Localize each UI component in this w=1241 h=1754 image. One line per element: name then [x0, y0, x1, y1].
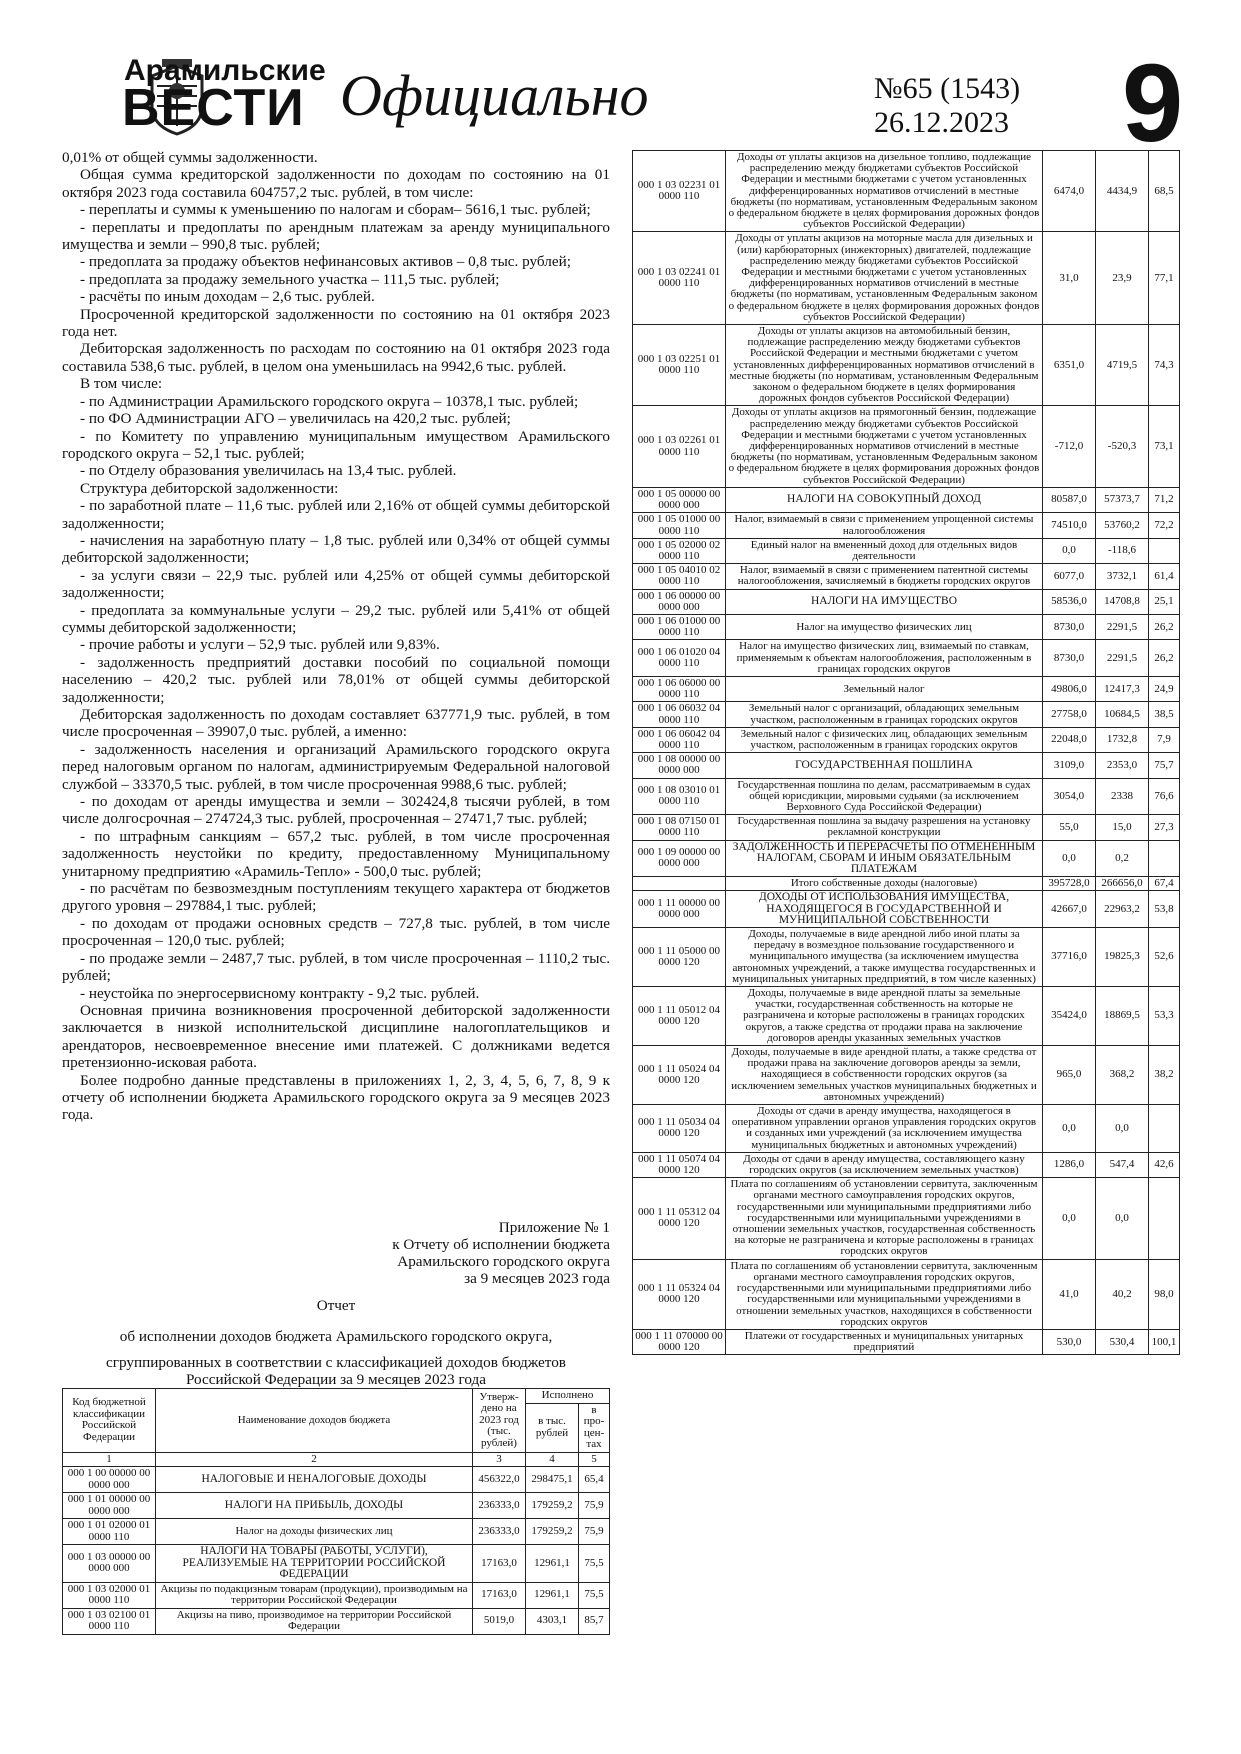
- row-fact: 12961,1: [526, 1582, 579, 1608]
- paragraph: - по штрафным санкциям – 657,2 тыс. рублей, в том числе просроченная задолженность неустойки по кредиту, предоставленному Муниципальному унитарному предприятию «Арамиль-Тепло» - 500,0 тыс. рублей;: [62, 827, 610, 880]
- paragraph: - по Администрации Арамильского городского округа – 10378,1 тыс. рублей;: [80, 392, 579, 410]
- row-pct: 74,3: [1149, 325, 1180, 406]
- row-plan: 49806,0: [1043, 676, 1096, 701]
- row-pct: 67,4: [1149, 877, 1180, 891]
- row-plan: 395728,0: [1043, 877, 1096, 891]
- paragraph: Более подробно данные представлены в приложениях 1, 2, 3, 4, 5, 6, 7, 8, 9 к отчету об исполнении бюджета Арамильского городского округа за 9 месяцев 2023 года.: [62, 1071, 610, 1124]
- row-code: 000 1 11 05074 04 0000 120: [633, 1152, 726, 1177]
- table-row: [633, 815, 1180, 840]
- row-plan: 965,0: [1043, 1046, 1096, 1105]
- row-plan: 0,0: [1043, 1105, 1096, 1153]
- row-code: 000 1 08 07150 01 0000 110: [633, 815, 726, 840]
- appendix-line: Приложение № 1: [498, 1219, 610, 1236]
- appendix-line: Арамильского городского округа: [397, 1253, 610, 1270]
- row-code: 000 1 11 070000 00 0000 120: [633, 1329, 726, 1354]
- table-row: [633, 1152, 1180, 1177]
- paragraph: Общая сумма кредиторской задолженности по доходам по состоянию на 01 октября 2023 года составила 604757,2 тыс. рублей, в том числе:: [62, 166, 610, 201]
- row-fact: 22963,2: [1096, 891, 1149, 928]
- row-plan: 80587,0: [1043, 487, 1096, 512]
- paragraph: - задолженность населения и организаций Арамильского городского округа перед налоговым органом по налогам, администрируемым Федеральной налоговой службой – 33370,5 тыс. рублей, в том числе просроченная 9988,6 тыс. рублей;: [62, 740, 610, 793]
- issue-date: 26.12.2023: [874, 106, 1009, 139]
- row-name: Доходы от уплаты акцизов на моторные масла для дизельных и (или) карбюраторных (инжекторных) двигателей, подлежащие распределению между бюджетами субъектов Российской Федерации и местными бюджетами с учетом установленных дифференцированных нормативов отчислений в местные бюджеты (по нормативам, установленным Федеральным законом о федеральном бюджете в целях формирования дорожных фондов субъектов Российской Федерации): [726, 232, 1043, 325]
- row-plan: 22048,0: [1043, 727, 1096, 752]
- row-plan: 31,0: [1043, 232, 1096, 325]
- paragraph: - неустойка по энергосервисному контракту - 9,2 тыс. рублей.: [80, 984, 480, 1002]
- row-fact: 2291,5: [1096, 614, 1149, 639]
- table-row: [633, 727, 1180, 752]
- article-text: [62, 149, 610, 1124]
- report-subtitle-2: сгруппированных в соответствии с классификацией доходов бюджетов Российской Федерации за 9 месяцев 2023 года: [106, 1354, 566, 1388]
- table-row: [633, 513, 1180, 538]
- row-name: Налог, взимаемый в связи с применением упрощенной системы налогообложения: [726, 513, 1043, 538]
- income-table-right: [632, 150, 1180, 1355]
- row-code: 000 1 03 00000 00 0000 000: [63, 1545, 156, 1583]
- row-code: 000 1 06 06042 04 0000 110: [633, 727, 726, 752]
- table-row: [633, 538, 1180, 563]
- row-plan: 41,0: [1043, 1259, 1096, 1329]
- row-plan: 17163,0: [473, 1545, 526, 1583]
- paragraph: Просроченной кредиторской задолженности по состоянию на 01 октября 2023 года нет.: [62, 305, 610, 341]
- row-name: Доходы от сдачи в аренду имущества, составляющего казну городских округов (за исключением земельных участков): [726, 1152, 1043, 1177]
- row-name: Плата по соглашениям об установлении сервитута, заключенным органами местного самоуправления городских округов, государственными или муниципальными предприятиями либо государственными или муниципальными учреждениями в отношении земельных участков, государственная собственность на которые не разграничена и которые расположены в границах городских округов: [726, 1178, 1043, 1259]
- row-fact: 14708,8: [1096, 589, 1149, 614]
- row-code: 000 1 11 05024 04 0000 120: [633, 1046, 726, 1105]
- row-plan: 74510,0: [1043, 513, 1096, 538]
- row-pct: [1149, 538, 1180, 563]
- table-row: [63, 1608, 610, 1634]
- table-row: [633, 1259, 1180, 1329]
- paragraph: - предоплата за продажу земельного участка – 111,5 тыс. рублей;: [80, 270, 500, 288]
- row-pct: 26,2: [1149, 614, 1180, 639]
- row-name: НАЛОГИ НА ИМУЩЕСТВО: [726, 589, 1043, 614]
- appendix-line: за 9 месяцев 2023 года: [464, 1270, 610, 1287]
- row-code: 000 1 11 05312 04 0000 120: [633, 1178, 726, 1259]
- row-fact: 15,0: [1096, 815, 1149, 840]
- row-name: НАЛОГИ НА ТОВАРЫ (РАБОТЫ, УСЛУГИ), РЕАЛИЗУЕМЫЕ НА ТЕРРИТОРИИ РОССИЙСКОЙ ФЕДЕРАЦИИ: [156, 1545, 473, 1583]
- col-number: 1: [63, 1452, 156, 1467]
- row-fact: 3732,1: [1096, 564, 1149, 589]
- table-row: [63, 1519, 610, 1545]
- col-header-approved: Утверж-дено на 2023 год (тыс. рублей): [473, 1389, 526, 1453]
- row-pct: 75,7: [1149, 753, 1180, 778]
- table-row: [633, 987, 1180, 1046]
- row-pct: 38,5: [1149, 702, 1180, 727]
- table-row: [633, 1178, 1180, 1259]
- row-fact: 23,9: [1096, 232, 1149, 325]
- row-pct: 27,3: [1149, 815, 1180, 840]
- row-name: Налог, взимаемый в связи с применением патентной системы налогообложения, зачисляемый в бюджеты городских округов: [726, 564, 1043, 589]
- row-plan: 236333,0: [473, 1493, 526, 1519]
- col-number: 5: [579, 1452, 610, 1467]
- row-fact: 4434,9: [1096, 151, 1149, 232]
- table-row: [633, 614, 1180, 639]
- row-pct: 24,9: [1149, 676, 1180, 701]
- row-plan: 456322,0: [473, 1467, 526, 1493]
- row-code: 000 1 09 00000 00 0000 000: [633, 840, 726, 877]
- row-name: НАЛОГОВЫЕ И НЕНАЛОГОВЫЕ ДОХОДЫ: [156, 1467, 473, 1493]
- row-code: 000 1 05 01000 00 0000 110: [633, 513, 726, 538]
- row-name: ГОСУДАРСТВЕННАЯ ПОШЛИНА: [726, 753, 1043, 778]
- row-code: 000 1 01 02000 01 0000 110: [63, 1519, 156, 1545]
- row-name: Доходы от уплаты акцизов на прямогонный бензин, подлежащие распределению между бюджетами субъектов Российской Федерации и местными бюджетами с учетом установленных дифференцированных нормативов отчислений в местные бюджеты (по нормативам, установленным Федеральным законом о федеральном бюджете в целях формирования дорожных фондов субъектов Российской Федерации): [726, 406, 1043, 487]
- row-code: 000 1 03 02000 01 0000 110: [63, 1582, 156, 1608]
- paragraph: - за услуги связи – 22,9 тыс. рублей или 4,25% от общей суммы дебиторской задолженности;: [62, 566, 610, 602]
- table-row: [633, 325, 1180, 406]
- row-name: Акцизы по подакцизным товарам (продукции), производимым на территории Российской Федерации: [156, 1582, 473, 1608]
- row-plan: 3054,0: [1043, 778, 1096, 815]
- paragraph: - задолженность предприятий доставки пособий по социальной помощи населению – 420,2 тыс. рублей или 78,01% от общей суммы дебиторской задолженности;: [62, 653, 610, 706]
- report-title: Отчет: [316, 1297, 356, 1314]
- table-row: [633, 1046, 1180, 1105]
- row-code: 000 1 11 05324 04 0000 120: [633, 1259, 726, 1329]
- col-number: 3: [473, 1452, 526, 1467]
- row-name: Акцизы на пиво, производимое на территории Российской Федерации: [156, 1608, 473, 1634]
- row-code: 000 1 03 02261 01 0000 110: [633, 406, 726, 487]
- table-row: [633, 589, 1180, 614]
- row-pct: 75,9: [579, 1493, 610, 1519]
- row-plan: 236333,0: [473, 1519, 526, 1545]
- paragraph: - начисления на заработную плату – 1,8 тыс. рублей или 0,34% от общей суммы дебиторской задолженности;: [62, 531, 610, 567]
- row-plan: 27758,0: [1043, 702, 1096, 727]
- paragraph: Структура дебиторской задолженности:: [80, 479, 339, 497]
- row-pct: 68,5: [1149, 151, 1180, 232]
- row-pct: 72,2: [1149, 513, 1180, 538]
- col-header-exec-pct: в про-цен-тах: [579, 1403, 610, 1452]
- row-pct: 7,9: [1149, 727, 1180, 752]
- row-fact: -520,3: [1096, 406, 1149, 487]
- row-code: 000 1 06 00000 00 0000 000: [633, 589, 726, 614]
- paragraph: - по Отделу образования увеличилась на 13,4 тыс. рублей.: [80, 462, 457, 480]
- paragraph: - по заработной плате – 11,6 тыс. рублей или 2,16% от общей суммы дебиторской задолженности;: [62, 497, 610, 532]
- row-pct: 77,1: [1149, 232, 1180, 325]
- row-pct: 61,4: [1149, 564, 1180, 589]
- table-row: [633, 564, 1180, 589]
- row-fact: 547,4: [1096, 1152, 1149, 1177]
- paragraph: - расчёты по иным доходам – 2,6 тыс. рублей.: [80, 288, 375, 306]
- row-code: 000 1 11 05000 00 0000 120: [633, 928, 726, 987]
- row-pct: [1149, 1105, 1180, 1153]
- table-row: [633, 640, 1180, 677]
- row-pct: 76,6: [1149, 778, 1180, 815]
- appendix-line: к Отчету об исполнении бюджета: [392, 1236, 610, 1253]
- row-pct: 53,3: [1149, 987, 1180, 1046]
- row-name: Земельный налог с организаций, обладающих земельным участком, расположенным в границах городских округов: [726, 702, 1043, 727]
- table-row: [633, 778, 1180, 815]
- row-code: 000 1 06 01000 00 0000 110: [633, 614, 726, 639]
- row-code: 000 1 03 02241 01 0000 110: [633, 232, 726, 325]
- logo-title-top: Арамильские: [124, 54, 326, 87]
- row-code: 000 1 03 02231 01 0000 110: [633, 151, 726, 232]
- row-fact: 368,2: [1096, 1046, 1149, 1105]
- row-plan: 8730,0: [1043, 614, 1096, 639]
- row-name: НАЛОГИ НА СОВОКУПНЫЙ ДОХОД: [726, 487, 1043, 512]
- paragraph: - переплаты и суммы к уменьшению по налогам и сборам– 5616,1 тыс. рублей;: [80, 201, 591, 219]
- row-code: 000 1 03 02100 01 0000 110: [63, 1608, 156, 1634]
- row-code: 000 1 11 00000 00 0000 000: [633, 891, 726, 928]
- row-fact: 12417,3: [1096, 676, 1149, 701]
- table-row: [633, 1329, 1180, 1354]
- row-fact: 2338: [1096, 778, 1149, 815]
- row-pct: 75,9: [579, 1519, 610, 1545]
- row-plan: 0,0: [1043, 538, 1096, 563]
- table-row: [633, 1105, 1180, 1153]
- income-table-left: [62, 1388, 610, 1635]
- row-plan: -712,0: [1043, 406, 1096, 487]
- row-code: 000 1 00 00000 00 0000 000: [63, 1467, 156, 1493]
- issue-number: №65 (1543): [874, 72, 1021, 105]
- row-plan: 6351,0: [1043, 325, 1096, 406]
- row-plan: 55,0: [1043, 815, 1096, 840]
- paragraph: - по доходам от аренды имущества и земли – 302424,8 тысячи рублей, в том числе долгосрочная – 274724,3 тыс. рублей, просроченная – 27471,7 тыс. рублей;: [62, 793, 610, 828]
- issue-info: [874, 72, 1020, 140]
- col-header-code: Код бюджетной классификации Российской Федерации: [63, 1389, 156, 1453]
- row-plan: 8730,0: [1043, 640, 1096, 677]
- row-name: Доходы, получаемые в виде арендной платы за земельные участки, государственная собственность на которые не разграничена и которые расположены в границах городских округов, а также средства от продажи права на заключение договоров аренды указанных земельных участков: [726, 987, 1043, 1046]
- row-plan: 0,0: [1043, 840, 1096, 877]
- table-row: [63, 1493, 610, 1519]
- col-header-name: Наименование доходов бюджета: [156, 1389, 473, 1453]
- paragraph: Основная причина возникновения просроченной дебиторской задолженности заключается в низкой исполнительской дисциплине налогоплательщиков и арендаторов, несвоевременное внесение ими платежей. С должниками ведется претензионно-исковая работа.: [62, 1001, 610, 1072]
- row-name: НАЛОГИ НА ПРИБЫЛЬ, ДОХОДЫ: [156, 1493, 473, 1519]
- row-pct: 65,4: [579, 1467, 610, 1493]
- row-fact: 2291,5: [1096, 640, 1149, 677]
- table-row: [633, 840, 1180, 877]
- row-name: Доходы, получаемые в виде арендной либо иной платы за передачу в возмездное пользование государственного и муниципального имущества (за исключением имущества автономных учреждений, а также имущества государственных и муниципальных унитарных предприятий, в том числе казенных): [726, 928, 1043, 987]
- row-code: 000 1 11 05034 04 0000 120: [633, 1105, 726, 1153]
- row-plan: 58536,0: [1043, 589, 1096, 614]
- row-code: 000 1 05 02000 02 0000 110: [633, 538, 726, 563]
- table-row: [63, 1582, 610, 1608]
- row-name: Доходы от сдачи в аренду имущества, находящегося в оперативном управлении органов управления городских округов и созданных ими учреждений (за исключением имущества муниципальных бюджетных и автономных учреждений): [726, 1105, 1043, 1153]
- table-row: [633, 877, 1180, 891]
- paragraph: - по ФО Администрации АГО – увеличилась на 420,2 тыс. рублей;: [80, 410, 511, 428]
- row-name: Доходы от уплаты акцизов на автомобильный бензин, подлежащие распределению между бюджетами субъектов Российской Федерации и местными бюджетами с учетом установленных дифференцированных нормативов отчислений в местные бюджеты (по нормативам, установленным Федеральным законом о федеральном бюджете в целях формирования дорожных фондов субъектов Российской Федерации): [726, 325, 1043, 406]
- row-plan: 35424,0: [1043, 987, 1096, 1046]
- row-name: Налог на доходы физических лиц: [156, 1519, 473, 1545]
- paragraph: 0,01% от общей суммы задолженности.: [62, 149, 318, 166]
- row-name: Доходы от уплаты акцизов на дизельное топливо, подлежащие распределению между бюджетами субъектов Российской Федерации и местными бюджетами с учетом установленных дифференцированных нормативов отчислений в местные бюджеты (по нормативам, установленным Федеральным законом о федеральном бюджете в целях формирования дорожных фондов субъектов Российской Федерации): [726, 151, 1043, 232]
- row-plan: 6077,0: [1043, 564, 1096, 589]
- row-name: Налог на имущество физических лиц, взимаемый по ставкам, применяемым к объектам налогообложения, расположенным в границах городских округов: [726, 640, 1043, 677]
- row-pct: 75,5: [579, 1545, 610, 1583]
- table-row: [633, 891, 1180, 928]
- row-pct: 98,0: [1149, 1259, 1180, 1329]
- page-number: 9: [1122, 42, 1184, 165]
- row-code: 000 1 05 04010 02 0000 110: [633, 564, 726, 589]
- table-row: [633, 487, 1180, 512]
- row-fact: 19825,3: [1096, 928, 1149, 987]
- paragraph: - предоплата за коммунальные услуги – 29,2 тыс. рублей или 5,41% от общей суммы дебиторской задолженности;: [62, 601, 610, 636]
- row-plan: 37716,0: [1043, 928, 1096, 987]
- row-code: 000 1 06 06032 04 0000 110: [633, 702, 726, 727]
- row-code: 000 1 06 01020 04 0000 110: [633, 640, 726, 677]
- paragraph: - по доходам от продажи основных средств – 727,8 тыс. рублей, в том числе просроченная – 120,0 тыс. рублей;: [62, 914, 610, 950]
- row-plan: 1286,0: [1043, 1152, 1096, 1177]
- row-name: Доходы, получаемые в виде арендной платы, а также средства от продажи права на заключение договоров аренды за земли, находящиеся в собственности городских округов (за исключением земельных участков муниципальных бюджетных и автономных учреждений): [726, 1046, 1043, 1105]
- logo-title-main: ВЕСТИ: [122, 79, 305, 137]
- row-code: 000 1 11 05012 04 0000 120: [633, 987, 726, 1046]
- row-pct: 71,2: [1149, 487, 1180, 512]
- row-fact: -118,6: [1096, 538, 1149, 563]
- row-fact: 18869,5: [1096, 987, 1149, 1046]
- row-name: ДОХОДЫ ОТ ИСПОЛЬЗОВАНИЯ ИМУЩЕСТВА, НАХОДЯЩЕГОСЯ В ГОСУДАРСТВЕННОЙ И МУНИЦИПАЛЬНОЙ СОБСТВЕННОСТИ: [726, 891, 1043, 928]
- report-subtitle: об исполнении доходов бюджета Арамильского городского округа,: [119, 1328, 553, 1345]
- paragraph: В том числе:: [80, 375, 163, 393]
- appendix-note: [340, 1219, 610, 1287]
- row-name: Земельный налог с физических лиц, обладающих земельным участком, расположенным в границах городских округов: [726, 727, 1043, 752]
- paragraph: - предоплата за продажу объектов нефинансовых активов – 0,8 тыс. рублей;: [80, 253, 571, 271]
- paragraph: - по продаже земли – 2487,7 тыс. рублей, в том числе просроченная – 1110,2 тыс. рублей;: [62, 949, 610, 985]
- table-row: [633, 151, 1180, 232]
- row-name: ЗАДОЛЖЕННОСТЬ И ПЕРЕРАСЧЕТЫ ПО ОТМЕНЕННЫМ НАЛОГАМ, СБОРАМ И ИНЫМ ОБЯЗАТЕЛЬНЫМ ПЛАТЕЖАМ: [726, 840, 1043, 877]
- row-name: Платежи от государственных и муниципальных унитарных предприятий: [726, 1329, 1043, 1354]
- col-header-exec-abs: в тыс. рублей: [526, 1403, 579, 1452]
- row-code: 000 1 06 06000 00 0000 110: [633, 676, 726, 701]
- paragraph: - по Комитету по управлению муниципальным имуществом Арамильского городского округа – 52,1 тыс. рублей;: [62, 427, 610, 462]
- table-row: [63, 1467, 610, 1493]
- row-name: Единый налог на вмененный доход для отдельных видов деятельности: [726, 538, 1043, 563]
- row-fact: 1732,8: [1096, 727, 1149, 752]
- row-fact: 4719,5: [1096, 325, 1149, 406]
- row-fact: 266656,0: [1096, 877, 1149, 891]
- row-plan: 6474,0: [1043, 151, 1096, 232]
- row-fact: 4303,1: [526, 1608, 579, 1634]
- row-plan: 3109,0: [1043, 753, 1096, 778]
- row-pct: 100,1: [1149, 1329, 1180, 1354]
- row-pct: 52,6: [1149, 928, 1180, 987]
- paragraph: Дебиторская задолженность по расходам по состоянию на 01 октября 2023 года составила 538,6 тыс. рублей, в целом она уменьшилась на 9942,6 тыс. рублей.: [62, 340, 610, 375]
- table-row: [633, 753, 1180, 778]
- row-fact: 530,4: [1096, 1329, 1149, 1354]
- row-pct: 85,7: [579, 1608, 610, 1634]
- row-fact: 298475,1: [526, 1467, 579, 1493]
- row-name: Государственная пошлина по делам, рассматриваемым в судах общей юрисдикции, мировыми судьями (за исключением Верховного Суда Российской Федерации): [726, 778, 1043, 815]
- row-plan: 5019,0: [473, 1608, 526, 1634]
- row-name: Итого собственные доходы (налоговые): [726, 877, 1043, 891]
- row-code: 000 1 05 00000 00 0000 000: [633, 487, 726, 512]
- row-fact: 10684,5: [1096, 702, 1149, 727]
- row-fact: 0,0: [1096, 1105, 1149, 1153]
- row-fact: 179259,2: [526, 1519, 579, 1545]
- col-number: 4: [526, 1452, 579, 1467]
- row-pct: 38,2: [1149, 1046, 1180, 1105]
- row-pct: [1149, 840, 1180, 877]
- row-pct: 26,2: [1149, 640, 1180, 677]
- row-fact: 2353,0: [1096, 753, 1149, 778]
- table-row: [633, 406, 1180, 487]
- row-pct: 25,1: [1149, 589, 1180, 614]
- row-plan: 42667,0: [1043, 891, 1096, 928]
- row-code: 000 1 08 00000 00 0000 000: [633, 753, 726, 778]
- table-row: [63, 1545, 610, 1583]
- table-row: [633, 702, 1180, 727]
- col-number: 2: [156, 1452, 473, 1467]
- paragraph: - прочие работы и услуги – 52,9 тыс. рублей или 9,83%.: [80, 636, 440, 654]
- paragraph: Дебиторская задолженность по доходам составляет 637771,9 тыс. рублей, в том числе просроченная – 39907,0 тыс. рублей, а именно:: [62, 706, 610, 741]
- row-fact: 57373,7: [1096, 487, 1149, 512]
- row-fact: 0,0: [1096, 1178, 1149, 1259]
- row-pct: 75,5: [579, 1582, 610, 1608]
- paragraph: - переплаты и предоплаты по арендным платежам за аренду муниципального имущества и земли – 990,8 тыс. рублей;: [62, 218, 610, 254]
- row-code: 000 1 01 00000 00 0000 000: [63, 1493, 156, 1519]
- table-row: [633, 676, 1180, 701]
- row-plan: 530,0: [1043, 1329, 1096, 1354]
- row-fact: 53760,2: [1096, 513, 1149, 538]
- row-fact: 40,2: [1096, 1259, 1149, 1329]
- row-code: 000 1 03 02251 01 0000 110: [633, 325, 726, 406]
- table-row: [633, 928, 1180, 987]
- section-title: Официально: [340, 63, 649, 128]
- row-pct: 53,8: [1149, 891, 1180, 928]
- row-plan: 0,0: [1043, 1178, 1096, 1259]
- paragraph: - по расчётам по безвозмездным поступлениям текущего характера от бюджетов другого уровня – 297884,1 тыс. рублей;: [62, 880, 610, 915]
- row-fact: 12961,1: [526, 1545, 579, 1583]
- row-pct: [1149, 1178, 1180, 1259]
- row-fact: 0,2: [1096, 840, 1149, 877]
- table-row: [633, 232, 1180, 325]
- row-code: [633, 877, 726, 891]
- row-plan: 17163,0: [473, 1582, 526, 1608]
- row-pct: 42,6: [1149, 1152, 1180, 1177]
- col-header-executed: Исполнено: [526, 1389, 610, 1404]
- row-fact: 179259,2: [526, 1493, 579, 1519]
- row-name: Плата по соглашениям об установлении сервитута, заключенным органами местного самоуправления городских округов, государственными или муниципальными предприятиями либо государственными или муниципальными учреждениями в отношении земельных участков, находящихся в собственности городских округов: [726, 1259, 1043, 1329]
- row-code: 000 1 08 03010 01 0000 110: [633, 778, 726, 815]
- row-name: Налог на имущество физических лиц: [726, 614, 1043, 639]
- row-name: Государственная пошлина за выдачу разрешения на установку рекламной конструкции: [726, 815, 1043, 840]
- row-name: Земельный налог: [726, 676, 1043, 701]
- row-pct: 73,1: [1149, 406, 1180, 487]
